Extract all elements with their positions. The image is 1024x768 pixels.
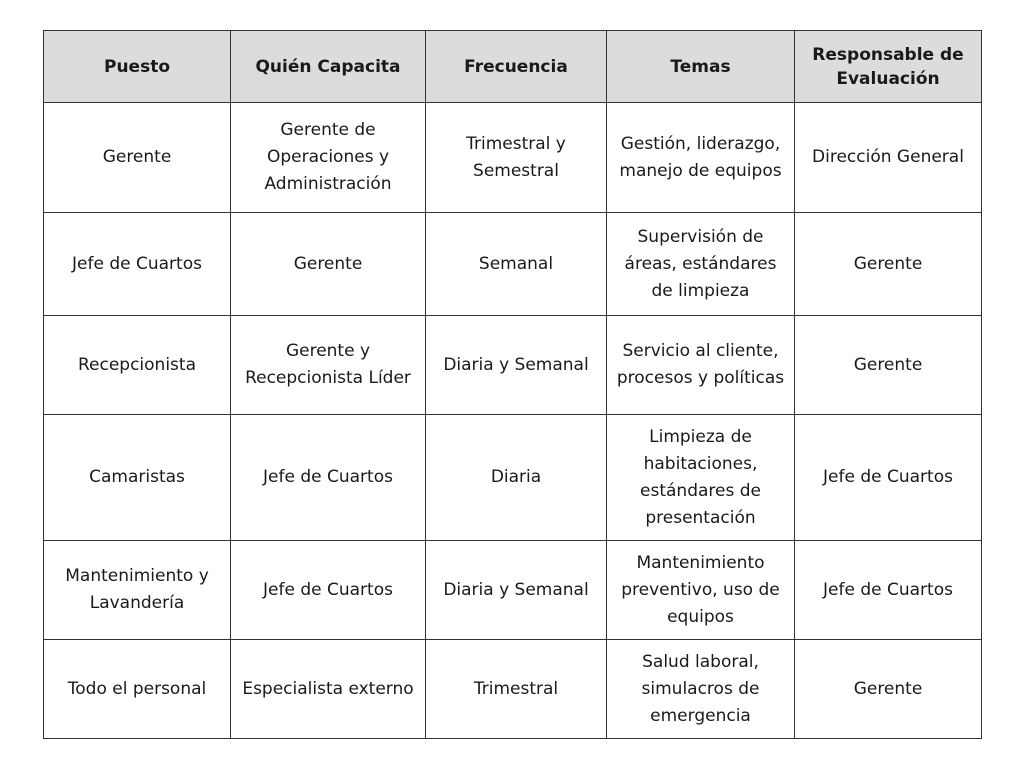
cell-frecuencia: Semanal [426, 213, 607, 316]
cell-frecuencia: Diaria [426, 415, 607, 541]
cell-temas: Gestión, liderazgo, manejo de equipos [607, 103, 795, 213]
header-responsable: Responsable de Evaluación [795, 31, 982, 103]
cell-quien-capacita: Jefe de Cuartos [231, 541, 426, 640]
cell-quien-capacita: Jefe de Cuartos [231, 415, 426, 541]
cell-quien-capacita: Gerente y Recepcionista Líder [231, 316, 426, 415]
table-header [44, 31, 982, 103]
cell-temas: Salud laboral, simulacros de emergencia [607, 640, 795, 739]
table-row [44, 103, 982, 213]
header-temas: Temas [607, 31, 795, 103]
cell-responsable: Gerente [795, 213, 982, 316]
table-row [44, 541, 982, 640]
cell-quien-capacita: Especialista externo [231, 640, 426, 739]
cell-temas: Mantenimiento preventivo, uso de equipos [607, 541, 795, 640]
header-frecuencia: Frecuencia [426, 31, 607, 103]
cell-puesto: Recepcionista [44, 316, 231, 415]
table-row [44, 415, 982, 541]
header-quien-capacita: Quién Capacita [231, 31, 426, 103]
cell-temas: Limpieza de habitaciones, estándares de presentación [607, 415, 795, 541]
header-puesto: Puesto [44, 31, 231, 103]
cell-quien-capacita: Gerente de Operaciones y Administración [231, 103, 426, 213]
cell-quien-capacita: Gerente [231, 213, 426, 316]
cell-frecuencia: Trimestral y Semestral [426, 103, 607, 213]
cell-responsable: Gerente [795, 640, 982, 739]
cell-puesto: Camaristas [44, 415, 231, 541]
table-row [44, 213, 982, 316]
cell-frecuencia: Trimestral [426, 640, 607, 739]
cell-puesto: Todo el personal [44, 640, 231, 739]
cell-temas: Servicio al cliente, procesos y políticas [607, 316, 795, 415]
cell-puesto: Jefe de Cuartos [44, 213, 231, 316]
cell-responsable: Jefe de Cuartos [795, 541, 982, 640]
training-table [43, 30, 982, 739]
table-body [44, 103, 982, 739]
cell-responsable: Jefe de Cuartos [795, 415, 982, 541]
cell-temas: Supervisión de áreas, estándares de limpieza [607, 213, 795, 316]
table-row [44, 640, 982, 739]
cell-responsable: Gerente [795, 316, 982, 415]
cell-puesto: Mantenimiento y Lavandería [44, 541, 231, 640]
table-row [44, 316, 982, 415]
cell-frecuencia: Diaria y Semanal [426, 316, 607, 415]
cell-puesto: Gerente [44, 103, 231, 213]
header-row [44, 31, 982, 103]
cell-responsable: Dirección General [795, 103, 982, 213]
cell-frecuencia: Diaria y Semanal [426, 541, 607, 640]
